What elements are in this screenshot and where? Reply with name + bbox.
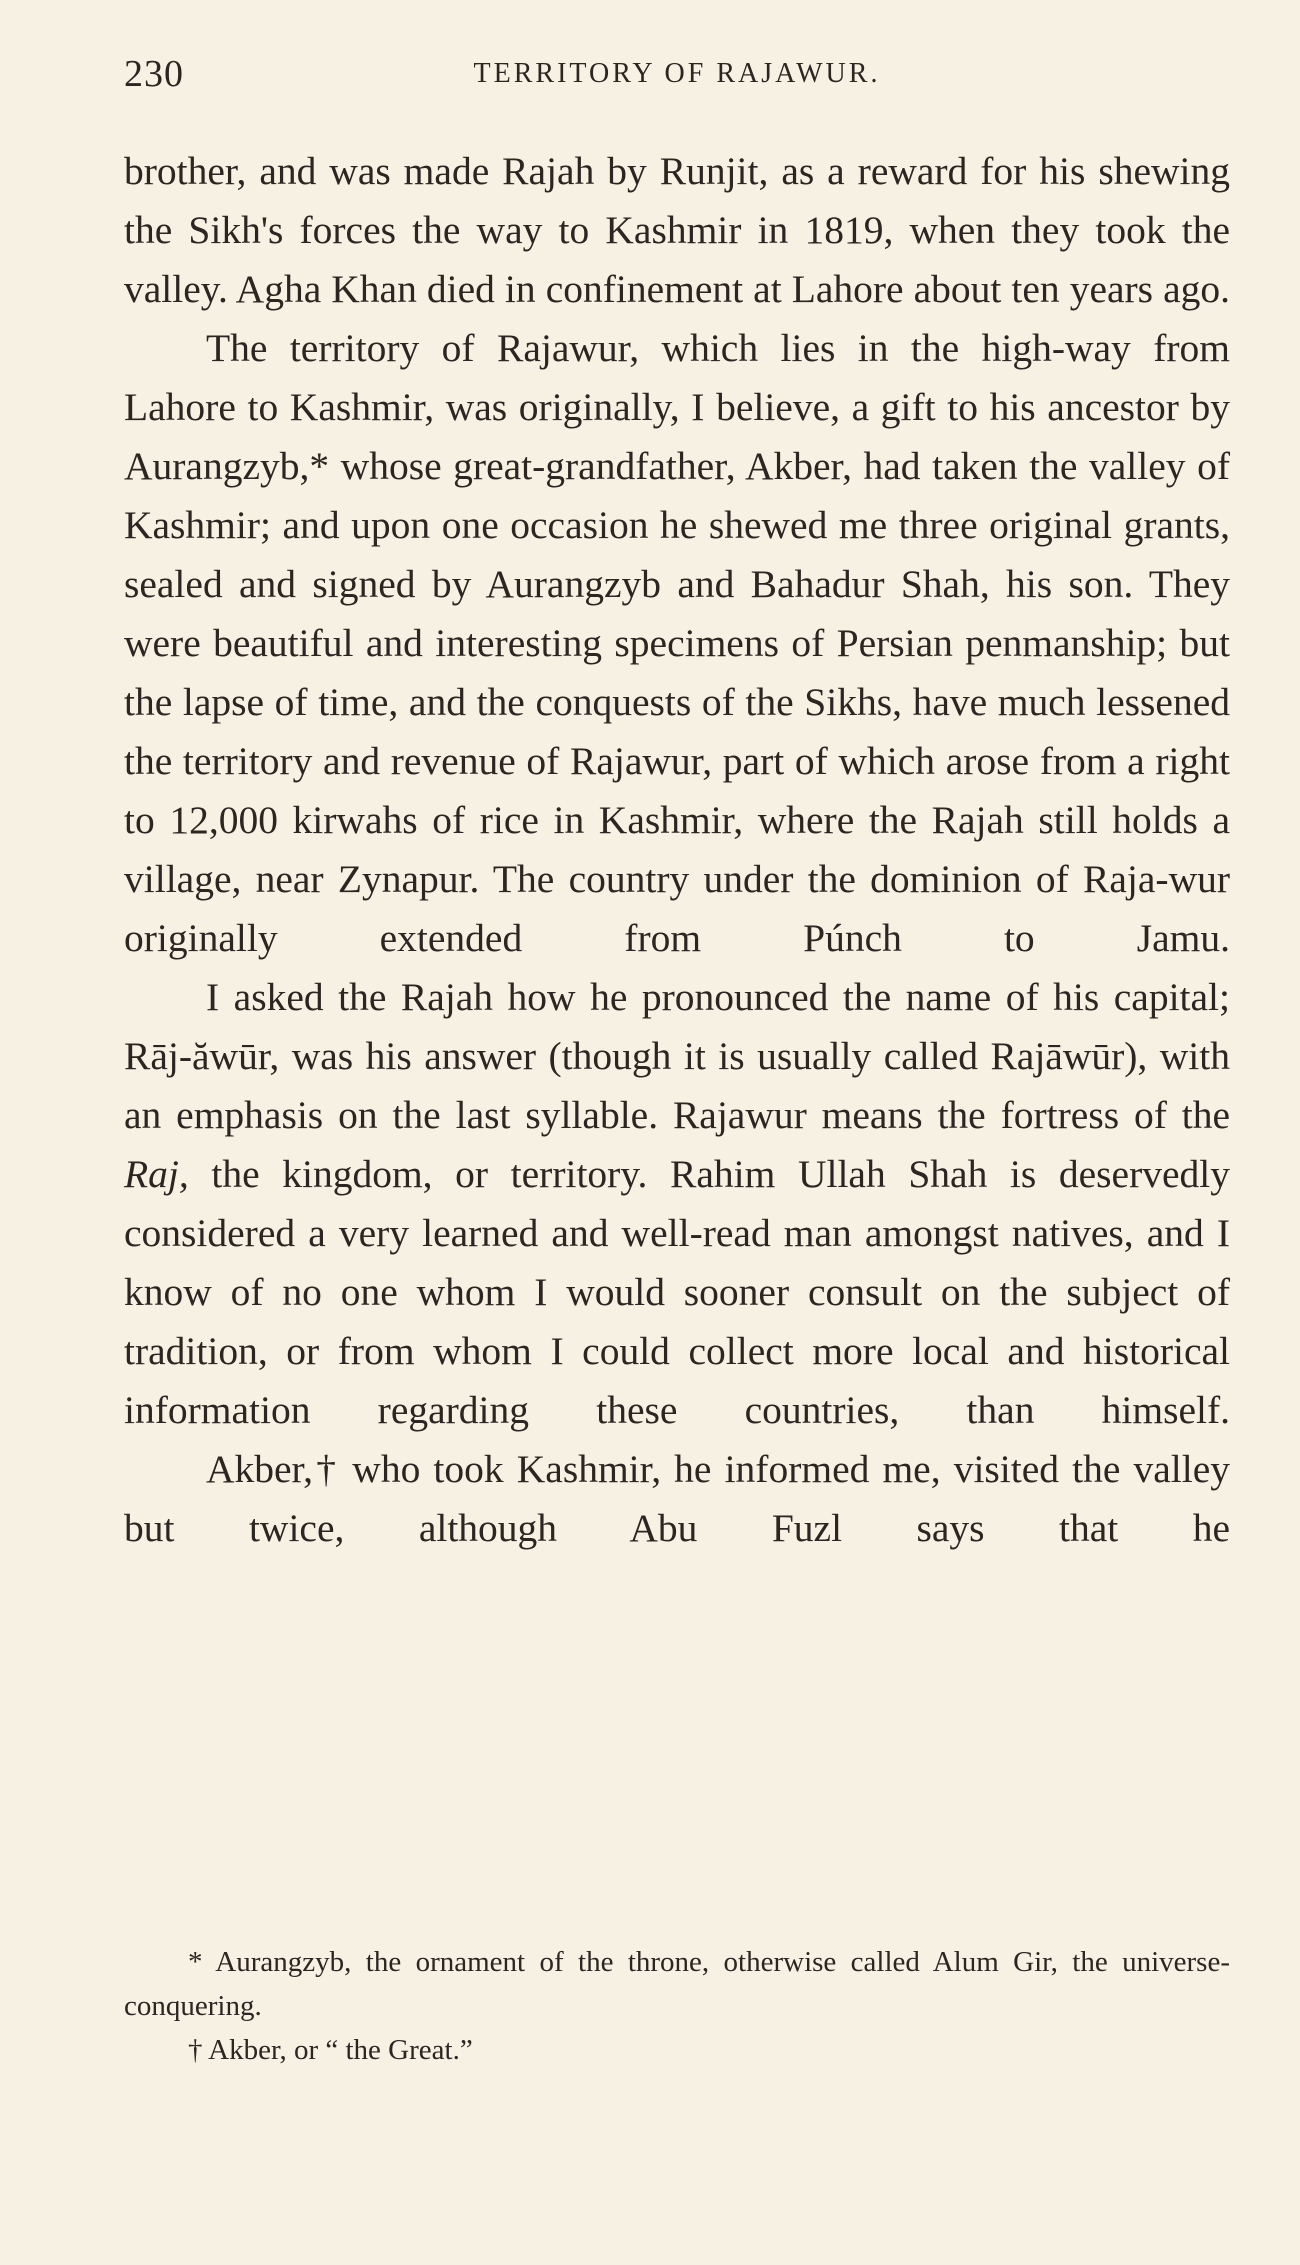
paragraph-2: The territory of Rajawur, which lies in the high-way from Lahore to Kashmir, was originally, I believe, a gift to his ancestor by Aurangzyb,* whose great-grandfather, Akber, had taken the valley of Kashmir; and upon one occasion he shewed me three original grants, sealed and signed by Aurangzyb and Bahadur Shah, his son. They were beautiful and interesting specimens of Persian penmanship; but the lapse of time, and the conquests of the Sikhs, have much lessened the territory and revenue of Rajawur, part of which arose from a right to 12,000 kirwahs of rice in Kashmir, where the Rajah still holds a village, near Zynapur. The country under the dominion of Raja-wur originally extended from Púnch to Jamu.: [124, 326, 1230, 960]
paragraph-1: brother, and was made Rajah by Runjit, as a reward for his shewing the Sikh's forces the way to Kashmir in 1819, when they took the valley. Agha Khan died in confinement at Lahore about ten years ago.: [124, 149, 1230, 311]
paragraph-3: [124, 968, 1230, 1440]
footnotes: [124, 1940, 1230, 2072]
footnote-2: † Akber, or “ the Great.”: [188, 2034, 473, 2066]
paragraph-3-text-a: I asked the Rajah how he pronounced the name of his capital; Rāj-ăwūr, was his answer (though it is usually called Rajāwūr), with an emphasis on the last syllable. Rajawur means the fortress of the: [124, 975, 1230, 1137]
running-title: TERRITORY OF RAJAWUR.: [473, 58, 881, 89]
paragraph-3-text-b: the kingdom, or territory. Rahim Ullah Shah is deservedly considered a very learned and well-read man amongst natives, and I know of no one whom I would sooner consult on the subject of tradition, or from whom I could collect more local and historical information regarding these countries, than himself.: [124, 1152, 1230, 1432]
footnote-1: * Aurangzyb, the ornament of the throne, otherwise called Alum Gir, the universe-conquering.: [124, 1946, 1230, 2022]
paragraph-3-italic-raj: Raj,: [124, 1152, 189, 1196]
body-text: [124, 142, 1230, 1558]
running-head: [124, 52, 1230, 102]
page-number: 230: [124, 53, 184, 95]
paragraph-4: Akber,† who took Kashmir, he informed me, visited the valley but twice, although Abu Fuzl says that he: [124, 1447, 1230, 1550]
